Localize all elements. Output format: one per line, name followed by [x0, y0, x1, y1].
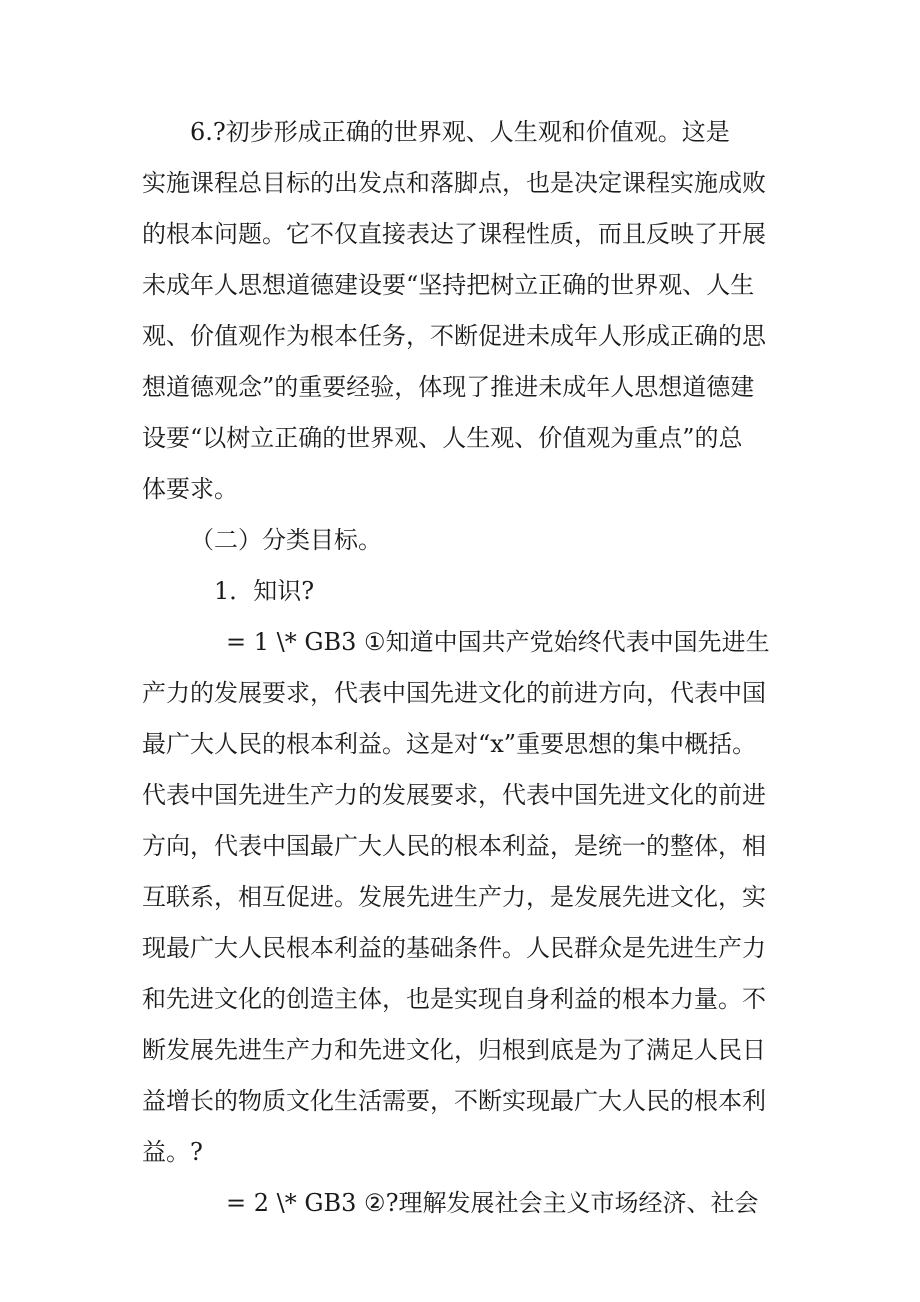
paragraph-1-line-6: 想道德观念”的重要经验，体现了推进未成年人思想道德建 — [142, 373, 755, 401]
paragraph-2-line-7: 现最广大人民根本利益的基础条件。人民群众是先进生产力 — [142, 934, 766, 962]
paragraph-2-line-5: 方向，代表中国最广大人民的根本利益，是统一的整体，相 — [142, 832, 766, 860]
paragraph-2-line-3: 最广大人民的根本利益。这是对“x”重要思想的集中概括。 — [142, 730, 757, 758]
paragraph-1-line-1: 6.?初步形成正确的世界观、人生观和价值观。这是 — [190, 118, 730, 146]
paragraph-2-line-4: 代表中国先进生产力的发展要求，代表中国先进文化的前进 — [142, 781, 766, 809]
paragraph-2-line-10: 益增长的物质文化生活需要，不断实现最广大人民的根本利 — [142, 1087, 766, 1115]
paragraph-2-line-8: 和先进文化的创造主体，也是实现自身利益的根本力量。不 — [142, 985, 766, 1013]
paragraph-1-line-7: 设要“以树立正确的世界观、人生观、价值观为重点”的总 — [142, 424, 743, 452]
paragraph-2-line-2: 产力的发展要求，代表中国先进文化的前进方向，代表中国 — [142, 679, 766, 707]
paragraph-2-line-1: = 1 \* GB3 ①知道中国共产党始终代表中国先进生 — [226, 628, 770, 656]
paragraph-2-line-11: 益。? — [142, 1138, 203, 1166]
paragraph-1-line-8: 体要求。 — [142, 475, 238, 503]
heading-classified-goals: （二）分类目标。 — [190, 526, 382, 554]
heading-knowledge: 1．知识? — [214, 577, 315, 605]
paragraph-1-line-5: 观、价值观作为根本任务，不断促进未成年人形成正确的思 — [142, 322, 766, 350]
paragraph-1-line-4: 未成年人思想道德建设要“坚持把树立正确的世界观、人生 — [142, 271, 755, 299]
paragraph-1-line-3: 的根本问题。它不仅直接表达了课程性质，而且反映了开展 — [142, 220, 766, 248]
paragraph-3-line-1: = 2 \* GB3 ②?理解发展社会主义市场经济、社会 — [226, 1189, 759, 1217]
paragraph-1-line-2: 实施课程总目标的出发点和落脚点，也是决定课程实施成败 — [142, 169, 766, 197]
paragraph-2-line-6: 互联系，相互促进。发展先进生产力，是发展先进文化，实 — [142, 883, 766, 911]
paragraph-2-line-9: 断发展先进生产力和先进文化，归根到底是为了满足人民日 — [142, 1036, 766, 1064]
